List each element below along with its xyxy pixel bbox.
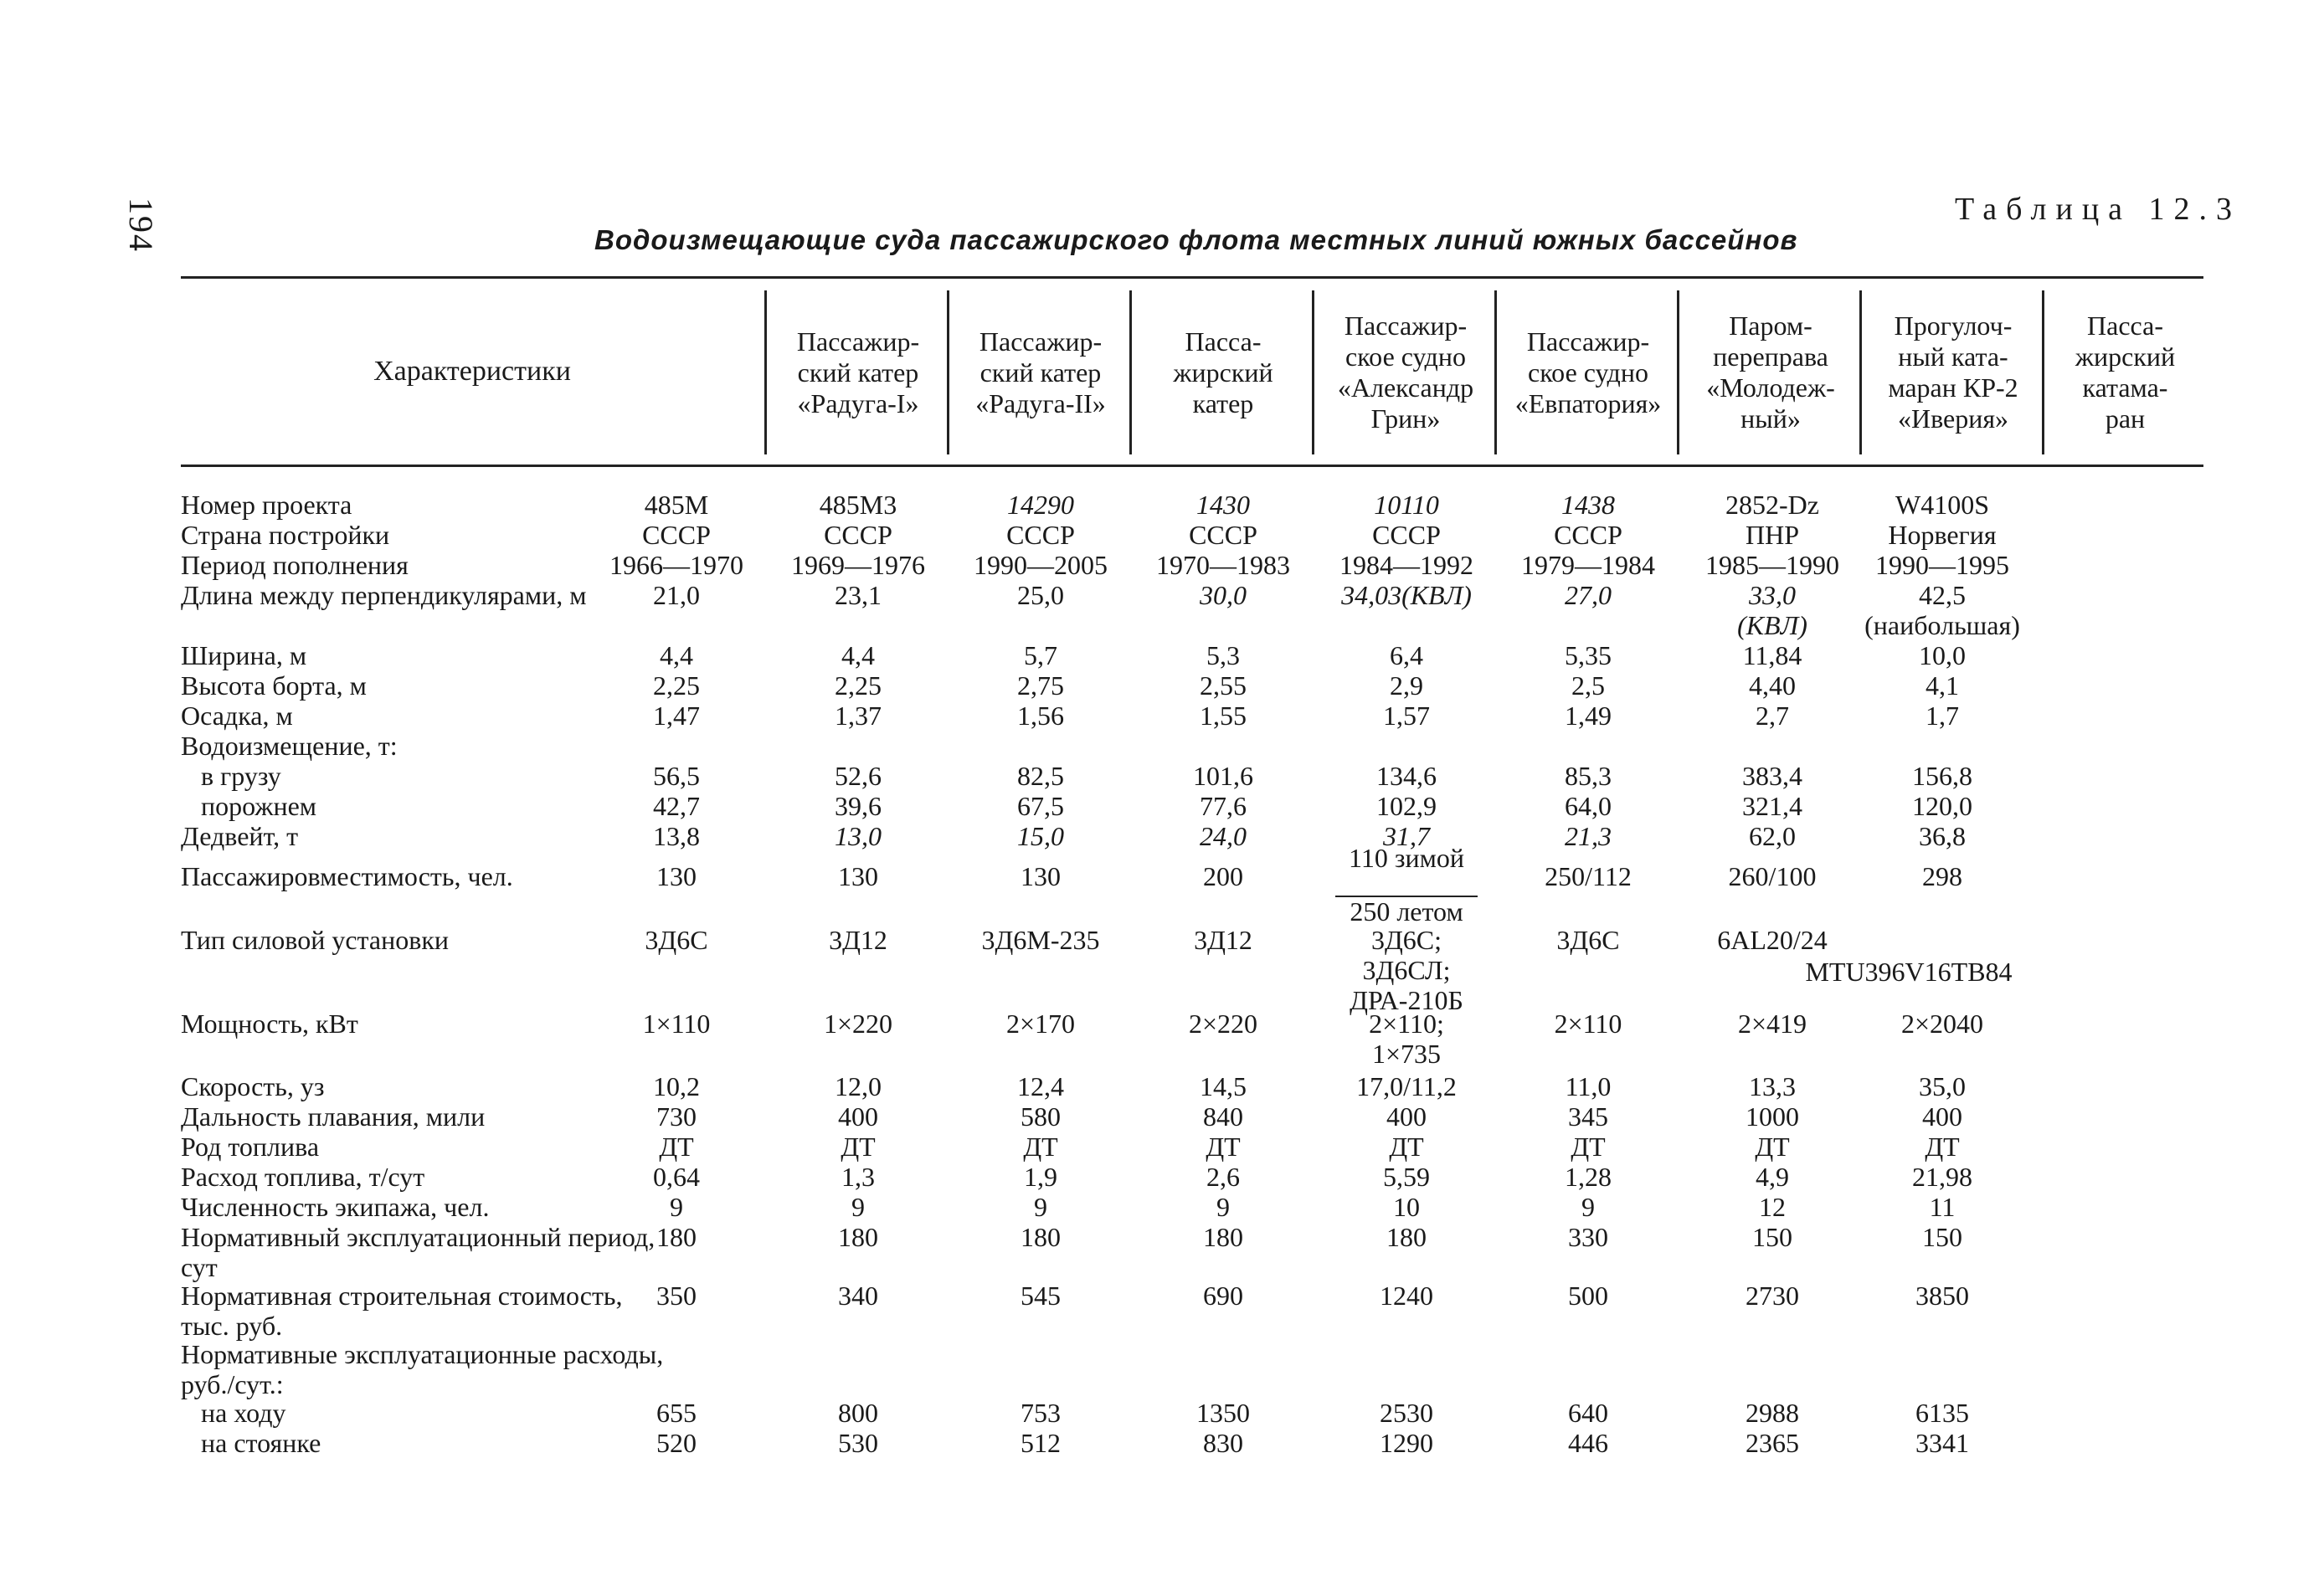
table-cell: 4,40: [1749, 670, 1796, 701]
table-cell: 11,0: [1565, 1071, 1612, 1101]
column-header: Прогулоч- ный ката- маран КР-2 «Иверия»: [1859, 290, 2044, 454]
table-cell: 120,0: [1912, 791, 1972, 821]
table-cell: 1,28: [1565, 1162, 1612, 1192]
row-label: Род топлива: [181, 1132, 320, 1162]
table-cell: 730: [656, 1101, 697, 1132]
table-cell: ДТ: [1023, 1132, 1058, 1162]
table-cell: 655: [656, 1398, 697, 1428]
column-header: Паром- переправа «Молодеж- ный»: [1677, 290, 1862, 454]
column-header: Пассажир- ское судно «Александр Грин»: [1312, 290, 1497, 454]
table-cell: 512: [1021, 1428, 1061, 1458]
table-cell: 10,2: [653, 1071, 700, 1101]
table-cell: 1969—1976: [791, 550, 925, 580]
table-cell: 42,5 (наибольшая): [1864, 580, 2020, 640]
table-cell: 1,9: [1024, 1162, 1057, 1192]
table-cell: СССР: [642, 520, 711, 550]
table-cell: 9: [1034, 1192, 1047, 1222]
table-cell: 830: [1203, 1428, 1243, 1458]
table-cell: 400: [838, 1101, 878, 1132]
page-number: 194: [122, 198, 160, 253]
table-cell: 485М: [644, 490, 709, 520]
column-header: Пассажир- ский катер «Радуга-II»: [947, 290, 1132, 454]
table-cell: 35,0: [1919, 1071, 1966, 1101]
table-cell: 12,0: [835, 1071, 882, 1101]
table-cell: 64,0: [1565, 791, 1612, 821]
table-cell: ДТ: [1206, 1132, 1241, 1162]
table-cell: 1990—1995: [1875, 550, 2009, 580]
table-cell: 2,75: [1017, 670, 1064, 701]
table-cell: 14,5: [1200, 1071, 1247, 1101]
row-label: порожнем: [201, 791, 317, 821]
table-cell: 31,7: [1383, 821, 1430, 851]
table-cell: 2730: [1746, 1281, 1799, 1311]
table-cell: 2,5: [1571, 670, 1605, 701]
table-cell: 2,6: [1206, 1162, 1240, 1192]
table-cell: 4,9: [1756, 1162, 1789, 1192]
table-cell: W4100S: [1895, 490, 1989, 520]
row-label: Мощность, кВт: [181, 1009, 358, 1039]
row-label: Пассажировместимость, чел.: [181, 861, 513, 891]
table-cell: 3Д6С; 3Д6СЛ; ДРА-210Б: [1350, 925, 1463, 1015]
fraction-cell: [1315, 843, 1498, 927]
table-cell: 200: [1203, 861, 1243, 891]
row-label: Скорость, уз: [181, 1071, 325, 1101]
table-cell: 130: [838, 861, 878, 891]
table-cell: 13,8: [653, 821, 700, 851]
table-cell: 85,3: [1565, 761, 1612, 791]
table-cell: 33,0 (КВЛ): [1737, 580, 1807, 640]
column-header: Пассажир- ское судно «Евпатория»: [1494, 290, 1679, 454]
table-cell: 150: [1922, 1222, 1962, 1252]
table-cell: 4,4: [841, 640, 875, 670]
table-cell: 9: [670, 1192, 683, 1222]
table-cell: 1,56: [1017, 701, 1064, 731]
table-cell: 62,0: [1749, 821, 1796, 851]
table-cell: 102,9: [1376, 791, 1437, 821]
table-cell: 2×220: [1188, 1009, 1258, 1039]
table-cell: 6,4: [1390, 640, 1423, 670]
table-cell: 400: [1386, 1101, 1427, 1132]
table-cell: 2365: [1746, 1428, 1799, 1458]
table-cell: 39,6: [835, 791, 882, 821]
table-cell: 180: [1203, 1222, 1243, 1252]
table-cell: 1,57: [1383, 701, 1430, 731]
characteristics-header: Характеристики: [373, 356, 571, 387]
table-cell: 400: [1922, 1101, 1962, 1132]
row-label: на ходу: [201, 1398, 286, 1428]
table-cell: 2,55: [1200, 670, 1247, 701]
table-cell: 5,35: [1565, 640, 1612, 670]
table-cell: 350: [656, 1281, 697, 1311]
table-cell: 130: [1021, 861, 1061, 891]
table-cell: 67,5: [1017, 791, 1064, 821]
table-cell: 1,55: [1200, 701, 1247, 731]
column-header: Пассажир- ский катер «Радуга-I»: [764, 290, 949, 454]
table-cell: 2,9: [1390, 670, 1423, 701]
table-cell: 1,47: [653, 701, 700, 731]
row-label: Длина между перпендикулярами, м: [181, 580, 587, 610]
table-cell: 56,5: [653, 761, 700, 791]
table-cell: 10: [1393, 1192, 1420, 1222]
table-cell: 800: [838, 1398, 878, 1428]
table-cell: 10110: [1374, 490, 1439, 520]
table-cell: 2×419: [1737, 1009, 1807, 1039]
table-cell: 11,84: [1742, 640, 1802, 670]
table-cell: 690: [1203, 1281, 1243, 1311]
table-cell: 1,37: [835, 701, 882, 731]
table-cell: ДТ: [1755, 1132, 1790, 1162]
table-cell: 13,3: [1749, 1071, 1796, 1101]
row-label: Номер проекта: [181, 490, 352, 520]
table-cell: 27,0: [1565, 580, 1612, 610]
table-label: Таблица 12.3: [1955, 192, 2242, 227]
table-cell: 3341: [1915, 1428, 1969, 1458]
table-cell: 9: [1581, 1192, 1595, 1222]
row-label: в грузу: [201, 761, 281, 791]
table-cell-extra: MTU396V16TB84: [1805, 957, 2013, 987]
table-cell: 340: [838, 1281, 878, 1311]
table-cell: 42,7: [653, 791, 700, 821]
table-cell: 383,4: [1742, 761, 1802, 791]
fraction-top: 110 зимой: [1349, 843, 1464, 873]
table-cell: 3Д6С: [645, 925, 708, 955]
table-cell: СССР: [1189, 520, 1257, 550]
row-label: Тип силовой установки: [181, 925, 449, 955]
table-cell: 36,8: [1919, 821, 1966, 851]
table-title: Водоизмещающие суда пассажирского флота местных линий южных бассейнов: [594, 224, 1798, 255]
table-cell: 753: [1021, 1398, 1061, 1428]
table-cell: 345: [1568, 1101, 1608, 1132]
table-cell: 1350: [1196, 1398, 1250, 1428]
table-cell: 23,1: [835, 580, 882, 610]
row-label: на стоянке: [201, 1428, 321, 1458]
row-label: Страна постройки: [181, 520, 390, 550]
table-cell: 34,03(КВЛ): [1341, 580, 1472, 610]
table-cell: 5,59: [1383, 1162, 1430, 1192]
table-cell: СССР: [1372, 520, 1441, 550]
table-cell: 1990—2005: [974, 550, 1108, 580]
table-cell: 24,0: [1200, 821, 1247, 851]
table-cell: 1985—1990: [1705, 550, 1839, 580]
row-label: Дедвейт, т: [181, 821, 299, 851]
table-cell: 134,6: [1376, 761, 1437, 791]
table-cell: 298: [1922, 861, 1962, 891]
table-cell: 25,0: [1017, 580, 1064, 610]
table-cell: 1970—1983: [1156, 550, 1290, 580]
table-header: [181, 279, 2203, 465]
row-label: Период пополнения: [181, 550, 409, 580]
table-cell: 2×110; 1×735: [1369, 1009, 1444, 1069]
table-cell: 180: [838, 1222, 878, 1252]
table-cell: 260/100: [1728, 861, 1817, 891]
table-cell: 2530: [1380, 1398, 1433, 1428]
table-cell: 3Д12: [1194, 925, 1252, 955]
table-cell: 1966—1970: [609, 550, 743, 580]
table-cell: 4,4: [660, 640, 693, 670]
row-label: Нормативные эксплуатационные расходы, руб./сут.:: [181, 1339, 664, 1399]
row-label: Расход топлива, т/сут: [181, 1162, 425, 1192]
table-cell: 0,64: [653, 1162, 700, 1192]
table-cell: 2988: [1746, 1398, 1799, 1428]
table-cell: 21,0: [653, 580, 700, 610]
table-cell: 6AL20/24: [1717, 925, 1828, 955]
table-cell: 180: [1021, 1222, 1061, 1252]
table-cell: 9: [1216, 1192, 1230, 1222]
table-cell: 2×170: [1005, 1009, 1076, 1039]
table-cell: СССР: [1006, 520, 1075, 550]
table-cell: 330: [1568, 1222, 1608, 1252]
table-cell: 446: [1568, 1428, 1608, 1458]
row-label: Высота борта, м: [181, 670, 367, 701]
table-cell: 150: [1752, 1222, 1792, 1252]
table-cell: ДТ: [1389, 1132, 1424, 1162]
table-cell: 82,5: [1017, 761, 1064, 791]
table-cell: 3Д12: [829, 925, 887, 955]
table-cell: 4,1: [1926, 670, 1959, 701]
row-label: Водоизмещение, т:: [181, 731, 398, 761]
table-cell: 21,3: [1565, 821, 1612, 851]
table-cell: 10,0: [1919, 640, 1966, 670]
table-cell: 1979—1984: [1521, 550, 1655, 580]
table-cell: 485М3: [819, 490, 897, 520]
table-cell: ПНР: [1745, 520, 1799, 550]
header-rule: [181, 465, 2203, 467]
table-cell: 30,0: [1200, 580, 1247, 610]
table-cell: 77,6: [1200, 791, 1247, 821]
table-cell: 1,49: [1565, 701, 1612, 731]
table-cell: ДТ: [1925, 1132, 1960, 1162]
table-cell: 21,98: [1912, 1162, 1972, 1192]
row-label: Осадка, м: [181, 701, 293, 731]
row-label: Нормативный эксплуатационный период, сут: [181, 1222, 656, 1282]
row-label: Численность экипажа, чел.: [181, 1192, 490, 1222]
table-cell: 1000: [1746, 1101, 1799, 1132]
table-cell: 3Д6С: [1556, 925, 1620, 955]
table-cell: 840: [1203, 1101, 1243, 1132]
row-label: Дальность плавания, мили: [181, 1101, 486, 1132]
table-cell: 1290: [1380, 1428, 1433, 1458]
table-cell: 250/112: [1545, 861, 1632, 891]
row-label: Нормативная строительная стоимость, тыс. руб.: [181, 1281, 623, 1341]
table-cell: 5,3: [1206, 640, 1240, 670]
table-cell: 15,0: [1017, 821, 1064, 851]
table-cell: 3850: [1915, 1281, 1969, 1311]
table-cell: 2,7: [1756, 701, 1789, 731]
table-cell: 640: [1568, 1398, 1608, 1428]
table-cell: 1240: [1380, 1281, 1433, 1311]
table-cell: 11: [1929, 1192, 1956, 1222]
table-cell: 180: [1386, 1222, 1427, 1252]
table-cell: ДТ: [841, 1132, 876, 1162]
table-cell: СССР: [824, 520, 892, 550]
table-cell: 180: [656, 1222, 697, 1252]
table-cell: 2852-Dz: [1725, 490, 1819, 520]
table-cell: 5,7: [1024, 640, 1057, 670]
table-cell: 12: [1759, 1192, 1786, 1222]
table-cell: 3Д6М-235: [981, 925, 1100, 955]
table-cell: 14290: [1007, 490, 1074, 520]
table-cell: 9: [851, 1192, 865, 1222]
table-cell: 52,6: [835, 761, 882, 791]
table-cell: ДТ: [1571, 1132, 1606, 1162]
table-cell: 1,7: [1926, 701, 1959, 731]
table-cell: 520: [656, 1428, 697, 1458]
table-cell: СССР: [1554, 520, 1622, 550]
table-cell: 13,0: [835, 821, 882, 851]
table-cell: 2×2040: [1900, 1009, 1984, 1039]
table-cell: 321,4: [1742, 791, 1802, 821]
table-cell: 580: [1021, 1101, 1061, 1132]
table-cell: 530: [838, 1428, 878, 1458]
table-cell: 2,25: [835, 670, 882, 701]
table-cell: 1×110: [642, 1009, 711, 1039]
table-cell: 1×220: [823, 1009, 893, 1039]
column-header: Пасса- жирский катама- ран: [2042, 290, 2206, 454]
table-cell: 1438: [1561, 490, 1615, 520]
table-cell: 2×110: [1554, 1009, 1622, 1039]
table-cell: 545: [1021, 1281, 1061, 1311]
table-cell: 12,4: [1017, 1071, 1064, 1101]
fraction-bottom: 250 летом: [1350, 896, 1463, 927]
table-cell: 500: [1568, 1281, 1608, 1311]
table-cell: ДТ: [659, 1132, 694, 1162]
row-label: Ширина, м: [181, 640, 307, 670]
table-cell: Норвегия: [1888, 520, 1997, 550]
table-cell: 1984—1992: [1339, 550, 1473, 580]
table-cell: 1,3: [841, 1162, 875, 1192]
table-cell: 1430: [1196, 490, 1250, 520]
column-header: Пасса- жирский катер: [1129, 290, 1314, 454]
table-cell: 156,8: [1912, 761, 1972, 791]
table-cell: 101,6: [1193, 761, 1253, 791]
table-cell: 6135: [1915, 1398, 1969, 1428]
table-cell: 2,25: [653, 670, 700, 701]
table-cell: 17,0/11,2: [1356, 1071, 1457, 1101]
table-cell: 130: [656, 861, 697, 891]
